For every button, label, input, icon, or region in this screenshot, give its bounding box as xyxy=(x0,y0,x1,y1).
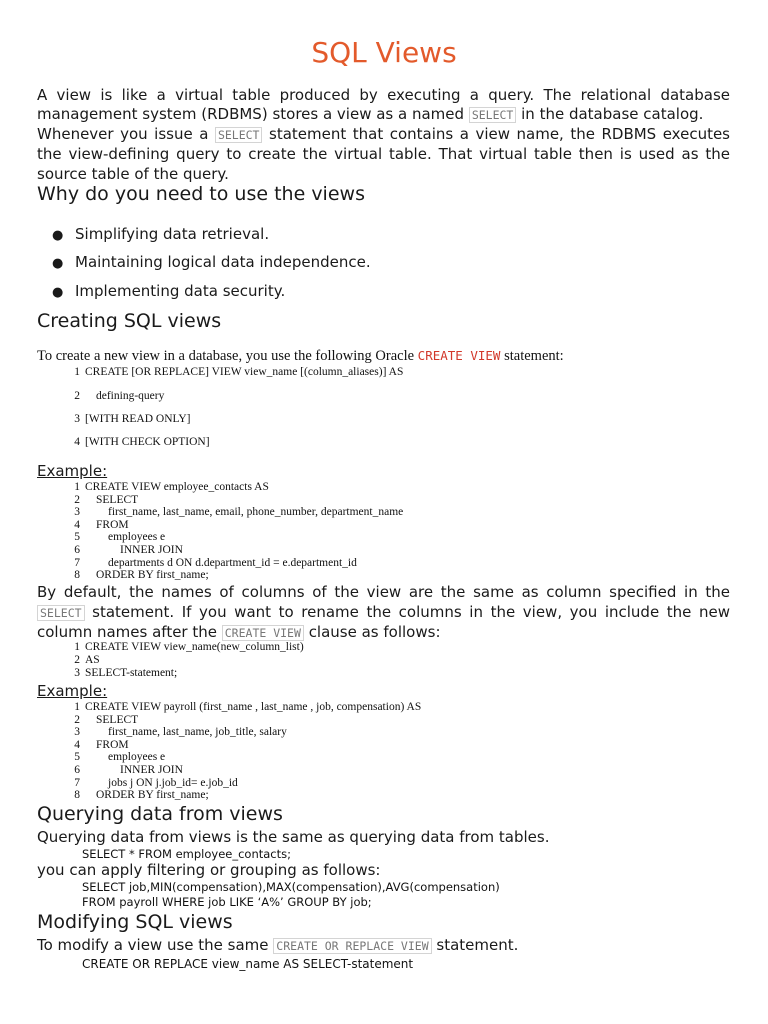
inline-code-create-or-replace: CREATE OR REPLACE VIEW xyxy=(273,938,431,954)
code-text: jobs j ON j.job_id= e.job_id xyxy=(108,776,238,789)
code-text: SELECT xyxy=(96,493,139,506)
line-number: 2 xyxy=(74,654,80,667)
bullet-text: Implementing data security. xyxy=(75,282,286,300)
intro-paragraph-1 xyxy=(37,86,730,126)
heading-creating: Creating SQL views xyxy=(37,310,222,332)
line-number: 7 xyxy=(74,776,80,789)
line-number: 8 xyxy=(74,569,80,582)
code-text: AS xyxy=(85,654,100,667)
code-text: ORDER BY first_name; xyxy=(96,789,209,802)
default-columns-paragraph xyxy=(37,583,730,644)
code-text: defining-query xyxy=(96,390,165,402)
line-number: 6 xyxy=(74,764,80,776)
line-number: 4 xyxy=(74,436,80,448)
line-number: 4 xyxy=(74,518,80,531)
bullet-dot-icon: ● xyxy=(52,228,64,243)
heading-modifying: Modifying SQL views xyxy=(37,911,233,933)
code-text: employees e xyxy=(108,751,166,764)
modifying-paragraph xyxy=(37,936,730,956)
line-number: 2 xyxy=(74,713,80,726)
line-number: 1 xyxy=(74,481,80,493)
query-code-line: SELECT * FROM employee_contacts; xyxy=(82,847,292,861)
code-text: employees e xyxy=(108,531,166,544)
inline-code-create-view: CREATE VIEW xyxy=(222,625,304,641)
intro-paragraph-2 xyxy=(37,125,730,184)
paragraph-text: statement. xyxy=(431,936,519,954)
inline-code-select: SELECT xyxy=(215,127,263,143)
code-text: [WITH CHECK OPTION] xyxy=(85,436,210,448)
line-number: 2 xyxy=(74,390,80,402)
code-text: CREATE [OR REPLACE] VIEW view_name [(column_aliases)] AS xyxy=(85,366,404,378)
line-number: 6 xyxy=(74,544,80,556)
intro-text: in the database catalog. xyxy=(516,105,704,124)
code-text: FROM xyxy=(96,738,129,751)
line-number: 8 xyxy=(74,789,80,802)
line-number: 5 xyxy=(74,751,80,764)
code-text: CREATE VIEW view_name(new_column_list) xyxy=(85,641,304,653)
bullet-dot-icon: ● xyxy=(52,285,64,300)
creating-lead xyxy=(37,348,564,365)
bullet-text: Simplifying data retrieval. xyxy=(75,225,270,243)
line-number: 1 xyxy=(74,641,80,653)
lead-text: statement: xyxy=(500,348,564,364)
code-text: CREATE VIEW employee_contacts AS xyxy=(85,481,269,493)
code-text: INNER JOIN xyxy=(120,764,183,776)
line-number: 3 xyxy=(74,506,80,519)
line-number: 5 xyxy=(74,531,80,544)
code-text: CREATE VIEW payroll (first_name , last_name , job, compensation) AS xyxy=(85,701,422,713)
line-number: 4 xyxy=(74,738,80,751)
code-text: SELECT-statement; xyxy=(85,667,178,680)
paragraph-text: By default, the names of columns of the view are the same as column specified in the xyxy=(37,583,730,601)
inline-code-select: SELECT xyxy=(37,605,85,621)
line-number: 1 xyxy=(74,701,80,713)
line-number: 2 xyxy=(74,493,80,506)
bullet-item xyxy=(52,282,285,300)
paragraph-text: clause as follows: xyxy=(303,623,441,641)
heading-why: Why do you need to use the views xyxy=(37,183,365,205)
line-number: 1 xyxy=(74,366,80,378)
inline-code-select: SELECT xyxy=(469,107,517,123)
code-text: first_name, last_name, job_title, salary xyxy=(108,726,287,739)
intro-text: A view is like a virtual table produced by executing a query. The relational database management system (RDBMS) stores a view as a named xyxy=(37,86,730,124)
code-text: FROM xyxy=(96,518,129,531)
example-label: Example: xyxy=(37,682,108,700)
line-number: 3 xyxy=(74,413,80,425)
bullet-text: Maintaining logical data independence. xyxy=(75,253,371,271)
intro-text: statement that contains a view name, the RDBMS executes the view-defining query to create the virtual table. That virtual table then is used as the source table of the query. xyxy=(37,125,730,183)
heading-querying: Querying data from views xyxy=(37,803,283,825)
paragraph-text: statement. If you want to rename the columns in the view, you include the new column names after the xyxy=(37,602,730,641)
bullet-item xyxy=(52,225,269,243)
querying-paragraph-2: you can apply filtering or grouping as follows: xyxy=(37,861,381,879)
code-text: [WITH READ ONLY] xyxy=(85,413,191,425)
paragraph-text: To modify a view use the same xyxy=(37,936,274,954)
example-label: Example: xyxy=(37,462,108,480)
bullet-item xyxy=(52,253,371,271)
modify-code-line: CREATE OR REPLACE view_name AS SELECT-statement xyxy=(82,957,414,971)
code-text: departments d ON d.department_id = e.department_id xyxy=(108,556,357,569)
page-title: SQL Views xyxy=(311,36,457,69)
inline-code-create-view: CREATE VIEW xyxy=(417,348,501,363)
code-text: SELECT xyxy=(96,713,139,726)
bullet-dot-icon: ● xyxy=(52,256,64,271)
lead-text: To create a new view in a database, you use the following Oracle xyxy=(37,348,418,364)
querying-paragraph-1: Querying data from views is the same as querying data from tables. xyxy=(37,828,550,846)
line-number: 7 xyxy=(74,556,80,569)
code-text: first_name, last_name, email, phone_number, department_name xyxy=(108,506,404,519)
query-code-line: SELECT job,MIN(compensation),MAX(compensation),AVG(compensation) xyxy=(82,880,500,894)
code-text: ORDER BY first_name; xyxy=(96,569,209,582)
line-number: 3 xyxy=(74,726,80,739)
code-text: INNER JOIN xyxy=(120,544,183,556)
intro-text: Whenever you issue a xyxy=(37,125,215,143)
line-number: 3 xyxy=(74,667,80,680)
query-code-line: FROM payroll WHERE job LIKE ‘A%’ GROUP BY job; xyxy=(82,895,372,909)
